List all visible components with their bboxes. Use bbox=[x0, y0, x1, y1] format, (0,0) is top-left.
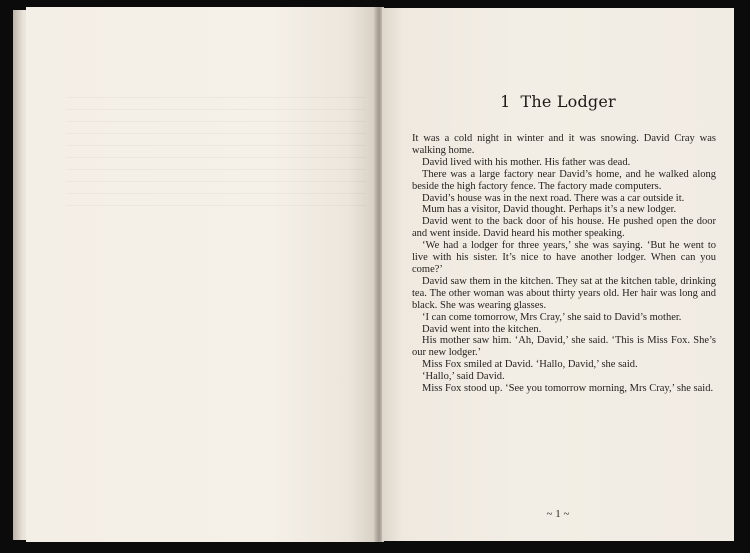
paragraph: There was a large factory near David’s home, and he walked along beside the high factory fence. The factory made computers. bbox=[412, 168, 716, 192]
paragraph: David lived with his mother. His father was dead. bbox=[422, 156, 631, 168]
paragraph: David saw them in the kitchen. They sat at the kitchen table, drinking tea. The other woman was about thirty years old. Her hair was long and black. She was wearing glasses. bbox=[412, 275, 716, 311]
paragraph: Miss Fox stood up. ‘See you tomorrow morning, Mrs Cray,’ she said. bbox=[422, 383, 714, 395]
paragraph: ‘Hallo,’ said David. bbox=[422, 371, 505, 383]
paragraph: David’s house was in the next road. There was a car outside it. bbox=[422, 192, 685, 204]
right-page bbox=[382, 8, 734, 541]
paragraph: David went to the back door of his house. He pushed open the door and went inside. David heard his mother speaking. bbox=[412, 216, 716, 240]
chapter-body bbox=[412, 133, 716, 395]
paragraph: Miss Fox smiled at David. ‘Hallo, David,’ she said. bbox=[422, 359, 638, 371]
left-page-blank bbox=[26, 7, 376, 542]
paragraph: ‘We had a lodger for three years,’ she was saying. ‘But he went to live with his sister. It’s nice to have another lodger. When can you come?’ bbox=[412, 240, 716, 275]
chapter-number: 1 bbox=[500, 92, 511, 111]
page-number: ~ 1 ~ bbox=[546, 508, 570, 520]
paragraph: His mother saw him. ‘Ah, David,’ she said. ‘This is Miss Fox. She’s our new lodger.’ bbox=[412, 335, 716, 359]
paragraph: ‘I can come tomorrow, Mrs Cray,’ she said to David’s mother. bbox=[422, 311, 682, 323]
paragraph: It was a cold night in winter and it was snowing. David Cray was walking home. bbox=[412, 133, 716, 156]
paragraph: Mum has a visitor, David thought. Perhaps it’s a new lodger. bbox=[422, 204, 677, 216]
paragraph: David went into the kitchen. bbox=[422, 323, 542, 335]
chapter-heading bbox=[382, 92, 734, 111]
chapter-title: The Lodger bbox=[520, 92, 616, 111]
show-through-text bbox=[66, 97, 366, 217]
